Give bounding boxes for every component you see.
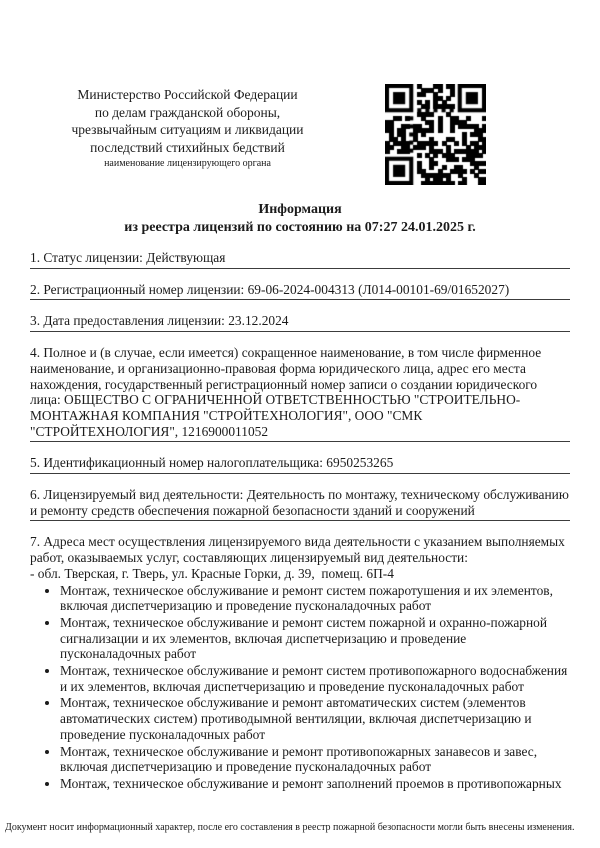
- work-item: • Монтаж, техническое обслуживание и ремонт систем пожарной и охранно-пожарной сигнализации и их элементов, включая диспетчеризацию и проведение пусконаладочных работ: [60, 615, 570, 662]
- work-item: • Монтаж, техническое обслуживание и ремонт систем пожаротушения и их элементов, включая диспетчеризацию и проведение пусконаладочных работ: [60, 583, 570, 614]
- document-title: [30, 201, 570, 236]
- qr-code: [385, 84, 486, 185]
- address-line: - обл. Тверская, г. Тверь, ул. Красные Горки, д. 39, помещ. 6П-4: [30, 565, 394, 581]
- informational-note: Документ носит информационный характер, после его составления в реестр пожарной безопасности могли быть внесены изменения.: [5, 822, 575, 833]
- work-item: • Монтаж, техническое обслуживание и ремонт заполнений проемов в противопожарных: [60, 776, 570, 792]
- document-title-line2: из реестра лицензий по состоянию на 07:27 24.01.2025 г.: [124, 219, 476, 235]
- field-licensed-activity: 6. Лицензируемый вид деятельности: Деятельность по монтажу, техническому обслуживанию и ремонту средств обеспечения пожарной безопасности зданий и сооружений: [30, 487, 570, 521]
- field-license-status: 1. Статус лицензии: Действующая: [30, 250, 570, 269]
- licensing-authority-block: [30, 86, 345, 170]
- ministry-name-line: по делам гражданской обороны,: [94, 104, 281, 120]
- field-activity-addresses: [30, 534, 570, 791]
- field-grant-date: 3. Дата предоставления лицензии: 23.12.2024: [30, 313, 570, 332]
- document-body: [30, 250, 570, 793]
- works-list: [30, 583, 570, 792]
- addresses-heading: 7. Адреса мест осуществления лицензируемого вида деятельности с указанием выполняемых работ, оказываемых услуг, составляющих лицензируемый вид деятельности:: [30, 534, 565, 566]
- work-item: • Монтаж, техническое обслуживание и ремонт систем противопожарного водоснабжения и их элементов, включая диспетчеризацию и проведение пусконаладочных работ: [60, 663, 570, 694]
- work-item: • Монтаж, техническое обслуживание и ремонт автоматических систем (элементов автоматических систем) противодымной вентиляции, включая диспетчеризацию и проведение пусконаладочных работ: [60, 695, 570, 742]
- field-taxpayer-id: 5. Идентификационный номер налогоплательщика: 6950253265: [30, 455, 570, 474]
- ministry-name-line: чрезвычайным ситуациям и ликвидации: [71, 122, 304, 137]
- field-organization-name: 4. Полное и (в случае, если имеется) сокращенное наименование, в том числе фирменное наименование, и организационно-правовая форма юридического лица, адрес его места нахождения, государственный регистрационный номер записи о создании юридического лица: ОБЩЕСТВО С ОГРАНИЧЕННОЙ ОТВЕТСТВЕННОСТЬЮ "СТРОИТЕЛЬНО-МОНТАЖНАЯ КОМПАНИЯ "СТРОЙТЕХНОЛОГИЯ", ООО "СМК "СТРОЙТЕХНОЛОГИЯ", 1216900011052: [30, 345, 570, 442]
- field-registration-number: 2. Регистрационный номер лицензии: 69-06-2024-004313 (Л014-00101-69/01652027): [30, 282, 570, 301]
- work-item: • Монтаж, техническое обслуживание и ремонт противопожарных занавесов и завес, включая диспетчеризацию и проведение пусконаладочных работ: [60, 744, 570, 775]
- ministry-name-line: последствий стихийных бедствий: [90, 139, 285, 155]
- ministry-name-line: Министерство Российской Федерации: [77, 87, 298, 102]
- document-title-line1: Информация: [258, 202, 342, 217]
- licensing-authority-caption: наименование лицензирующего органа: [104, 158, 271, 169]
